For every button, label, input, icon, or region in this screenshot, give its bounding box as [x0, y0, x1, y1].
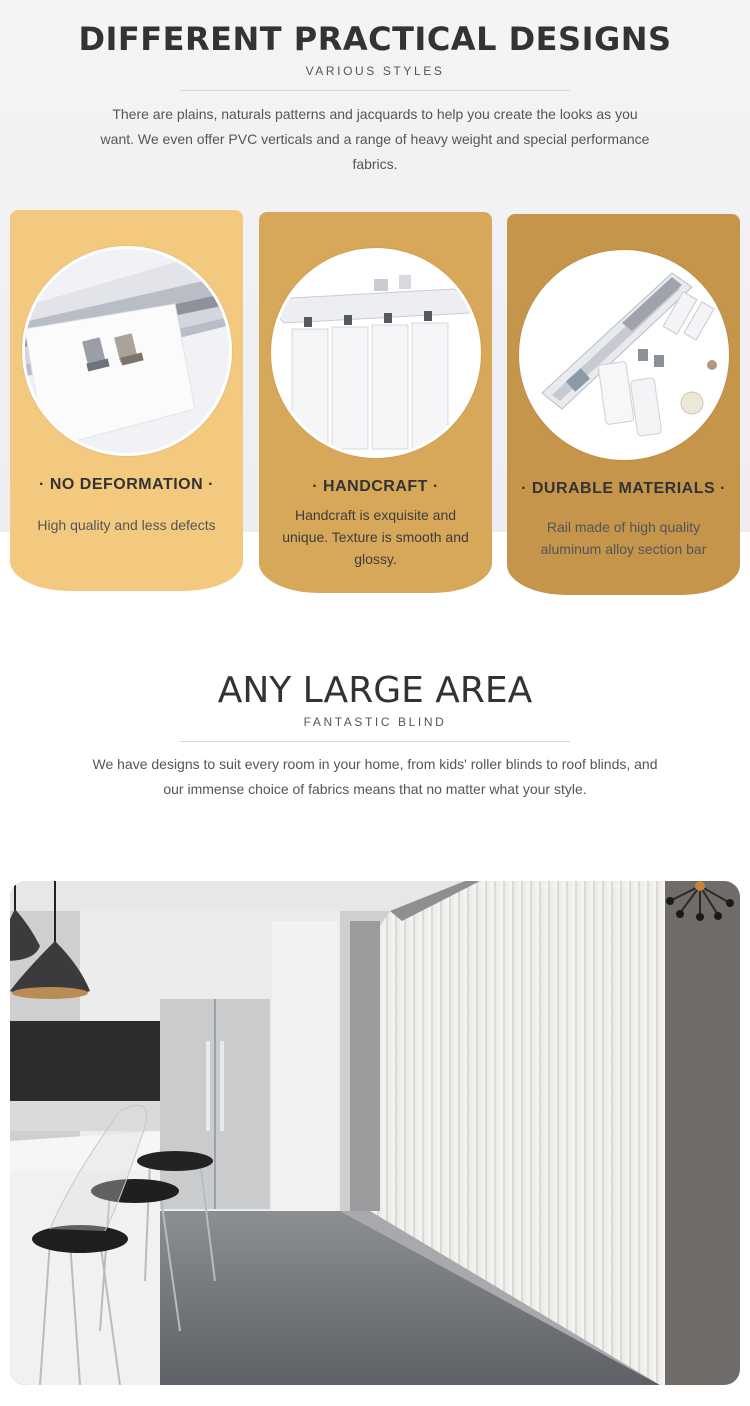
- section-subtitle: VARIOUS STYLES: [305, 64, 445, 78]
- card-title: · DURABLE MATERIALS ·: [521, 480, 726, 497]
- feature-card-durable-materials: [507, 214, 740, 595]
- kitchen-blinds-photo: [10, 881, 740, 1385]
- card-title: · NO DEFORMATION ·: [39, 476, 214, 493]
- section-intro: We have designs to suit every room in your home, from kids' roller blinds to roof blinds, and our immense choice of fabrics means that no matter what your style.: [92, 756, 658, 797]
- card-title: · HANDCRAFT ·: [312, 478, 439, 495]
- card-description: Rail made of high quality aluminum alloy section bar: [540, 519, 707, 557]
- section-subtitle: FANTASTIC BLIND: [303, 715, 447, 729]
- section-intro: There are plains, naturals patterns and jacquards to help you create the looks as you want. We even offer PVC verticals and a range of heavy weight and special performance fabrics.: [100, 106, 650, 172]
- divider: [180, 741, 570, 742]
- feature-card-no-deformation: [10, 210, 243, 591]
- motorized-rail-image: [519, 250, 729, 460]
- vertical-blind-track-image: [271, 248, 481, 458]
- card-description: High quality and less defects: [37, 517, 216, 533]
- rail-closeup-image: [22, 246, 232, 456]
- card-description: Handcraft is exquisite and unique. Texture is smooth and glossy.: [282, 507, 469, 567]
- feature-card-handcraft: [259, 212, 492, 593]
- section-title: ANY LARGE AREA: [217, 670, 533, 711]
- section-title: DIFFERENT PRACTICAL DESIGNS: [78, 20, 672, 58]
- divider: [180, 90, 570, 91]
